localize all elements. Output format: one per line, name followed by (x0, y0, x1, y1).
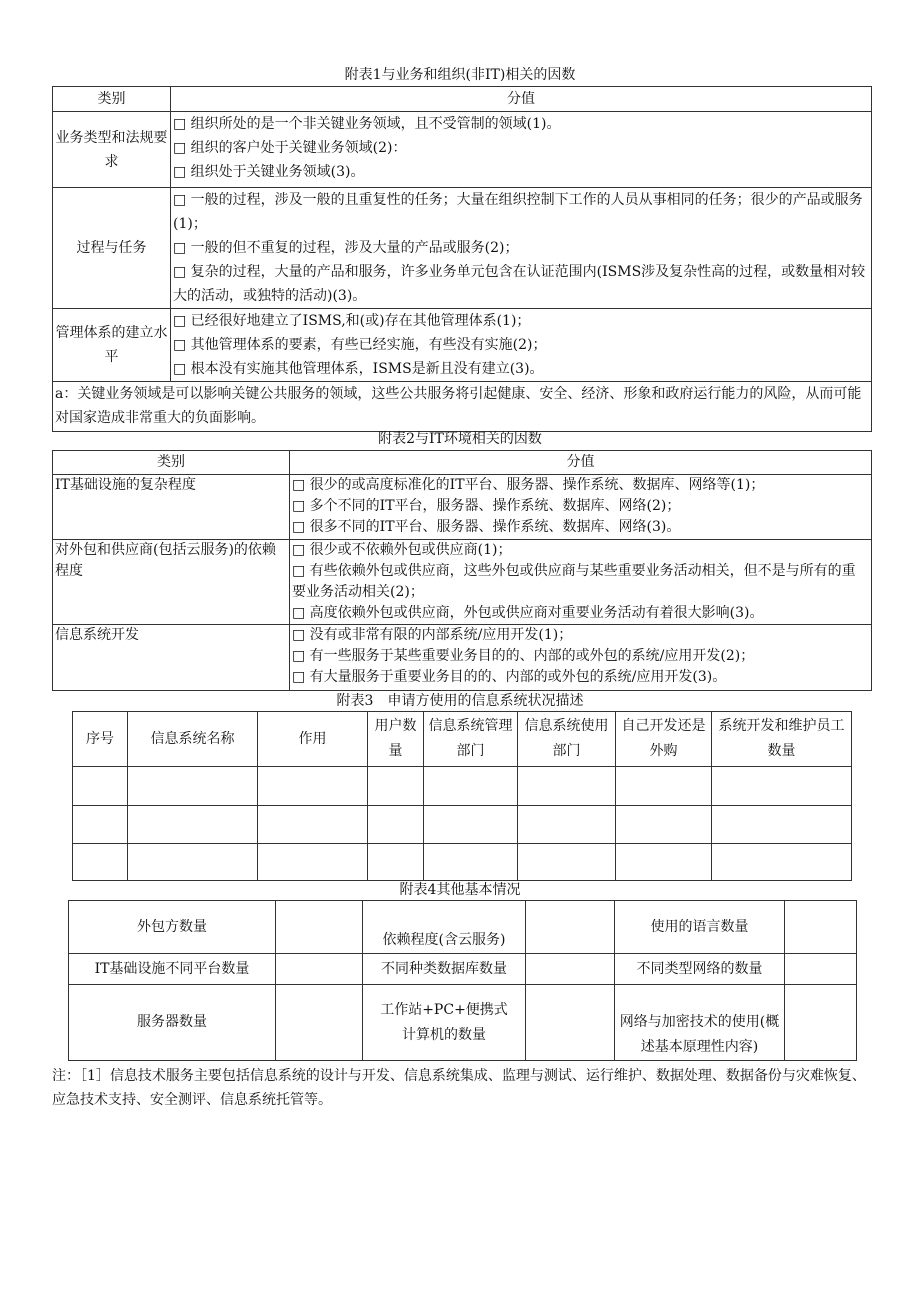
cell[interactable] (616, 806, 712, 844)
category: IT基础设施的复杂程度 (53, 475, 290, 540)
cell[interactable] (424, 844, 518, 881)
value-cell[interactable] (276, 954, 363, 985)
option-checkbox[interactable]: □ 组织的客户处于关键业务领域(2)： (173, 140, 407, 156)
cell[interactable] (424, 806, 518, 844)
value-cell[interactable] (785, 954, 857, 985)
header: 信息系统使用部门 (518, 712, 616, 767)
table3 (72, 711, 852, 881)
table2-title: 附表2与IT环境相关的因数 (378, 431, 542, 447)
label: 服务器数量 (69, 985, 276, 1061)
value-cell[interactable] (785, 985, 857, 1061)
header: 作用 (258, 712, 368, 767)
option-checkbox[interactable]: □ 有大量服务于重要业务目的的、内部的或外包的系统/应用开发(3)。 (292, 669, 727, 685)
header: 序号 (73, 712, 128, 767)
header-category: 类别 (53, 87, 171, 112)
table1-title: 附表1与业务和组织(非IT)相关的因数 (344, 67, 576, 83)
category: 业务类型和法规要求 (53, 112, 171, 188)
category: 管理体系的建立水平 (53, 309, 171, 382)
cell[interactable] (518, 844, 616, 881)
value-cell[interactable] (785, 901, 857, 954)
option-checkbox[interactable]: □ 一般的但不重复的过程，涉及大量的产品或服务(2)； (173, 240, 519, 256)
option-checkbox[interactable]: □ 组织处于关键业务领域(3)。 (173, 164, 365, 180)
value-cell[interactable] (276, 901, 363, 954)
option-checkbox[interactable]: □ 组织所处的是一个非关键业务领域，且不受管制的领域(1)。 (173, 116, 561, 132)
value-cell[interactable] (276, 985, 363, 1061)
value-cell[interactable] (526, 985, 615, 1061)
table-row (73, 844, 852, 881)
option-checkbox[interactable]: □ 其他管理体系的要素，有些已经实施，有些没有实施(2)； (173, 337, 547, 353)
cell[interactable] (712, 767, 852, 806)
category: 信息系统开发 (53, 625, 290, 691)
option-checkbox[interactable]: □ 有一些服务于某些重要业务目的的、内部的或外包的系统/应用开发(2)； (292, 648, 755, 664)
cell[interactable] (368, 806, 424, 844)
option-checkbox[interactable]: □ 很少或不依赖外包或供应商(1)； (292, 542, 512, 558)
value-cell[interactable] (526, 901, 615, 954)
options (171, 112, 872, 188)
cell[interactable] (616, 767, 712, 806)
cell[interactable] (128, 767, 258, 806)
header: 系统开发和维护员工数量 (712, 712, 852, 767)
label: 依赖程度(含云服务) (363, 901, 526, 954)
header: 自己开发还是外购 (616, 712, 712, 767)
option-checkbox[interactable]: □ 一般的过程，涉及一般的且重复性的任务；大量在组织控制下工作的人员从事相同的任务；很少的产品或服务(1)； (173, 192, 863, 232)
label: 使用的语言数量 (615, 901, 785, 954)
label: 不同类型网络的数量 (615, 954, 785, 985)
header: 信息系统名称 (128, 712, 258, 767)
label: 网络与加密技术的使用(概述基本原理性内容) (615, 985, 785, 1061)
option-checkbox[interactable]: □ 高度依赖外包或供应商，外包或供应商对重要业务活动有着很大影响(3)。 (292, 605, 764, 621)
label: 外包方数量 (69, 901, 276, 954)
footnote: a：关键业务领域是可以影响关键公共服务的领域，这些公共服务将引起健康、安全、经济、形象和政府运行能力的风险，从而可能对国家造成非常重大的负面影响。 (53, 382, 872, 432)
cell[interactable] (368, 767, 424, 806)
header-category: 类别 (53, 451, 290, 475)
cell[interactable] (258, 767, 368, 806)
cell[interactable] (518, 806, 616, 844)
cell[interactable] (128, 806, 258, 844)
cell[interactable] (73, 844, 128, 881)
options (290, 625, 872, 691)
options (290, 475, 872, 540)
options (171, 188, 872, 309)
option-checkbox[interactable]: □ 已经很好地建立了ISMS,和(或)存在其他管理体系(1)； (173, 313, 531, 329)
options (290, 540, 872, 625)
table3-title: 附表3 申请方使用的信息系统状况描述 (336, 693, 584, 709)
label: 不同种类数据库数量 (363, 954, 526, 985)
options (171, 309, 872, 382)
option-checkbox[interactable]: □ 根本没有实施其他管理体系，ISMS是新且没有建立(3)。 (173, 361, 544, 377)
cell[interactable] (712, 806, 852, 844)
table1 (52, 86, 872, 432)
category: 对外包和供应商(包括云服务)的依赖程度 (53, 540, 290, 625)
table2 (52, 450, 872, 691)
cell[interactable] (73, 806, 128, 844)
option-checkbox[interactable]: □ 没有或非常有限的内部系统/应用开发(1)； (292, 627, 573, 643)
cell[interactable] (518, 767, 616, 806)
header: 用户数量 (368, 712, 424, 767)
table4 (68, 900, 857, 1061)
table-row (73, 767, 852, 806)
label: 工作站+PC+便携式计算机的数量 (363, 985, 526, 1061)
header-score: 分值 (171, 87, 872, 112)
cell[interactable] (73, 767, 128, 806)
cell[interactable] (368, 844, 424, 881)
cell[interactable] (258, 806, 368, 844)
header-score: 分值 (290, 451, 872, 475)
option-checkbox[interactable]: □ 多个不同的IT平台，服务器、操作系统、数据库、网络(2)； (292, 498, 681, 514)
value-cell[interactable] (526, 954, 615, 985)
cell[interactable] (128, 844, 258, 881)
option-checkbox[interactable]: □ 有些依赖外包或供应商，这些外包或供应商与某些重要业务活动相关，但不是与所有的重要业务活动相关(2)； (292, 563, 856, 600)
option-checkbox[interactable]: □ 复杂的过程，大量的产品和服务，许多业务单元包含在认证范围内(ISMS涉及复杂性高的过程，或数量相对较大的活动，或独特的活动)(3)。 (173, 264, 866, 304)
category: 过程与任务 (53, 188, 171, 309)
footnote: 注：［1］信息技术服务主要包括信息系统的设计与开发、信息系统集成、监理与测试、运行维护、数据处理、数据备份与灾难恢复、应急技术支持、安全测评、信息系统托管等。 (52, 1068, 866, 1108)
table-row (73, 806, 852, 844)
cell[interactable] (712, 844, 852, 881)
header: 信息系统管理部门 (424, 712, 518, 767)
option-checkbox[interactable]: □ 很少的或高度标准化的IT平台、服务器、操作系统、数据库、网络等(1)； (292, 477, 765, 493)
cell[interactable] (616, 844, 712, 881)
table4-title: 附表4其他基本情况 (399, 882, 521, 898)
cell[interactable] (424, 767, 518, 806)
cell[interactable] (258, 844, 368, 881)
option-checkbox[interactable]: □ 很多不同的IT平台、服务器、操作系统、数据库、网络(3)。 (292, 519, 681, 535)
label: IT基础设施不同平台数量 (69, 954, 276, 985)
